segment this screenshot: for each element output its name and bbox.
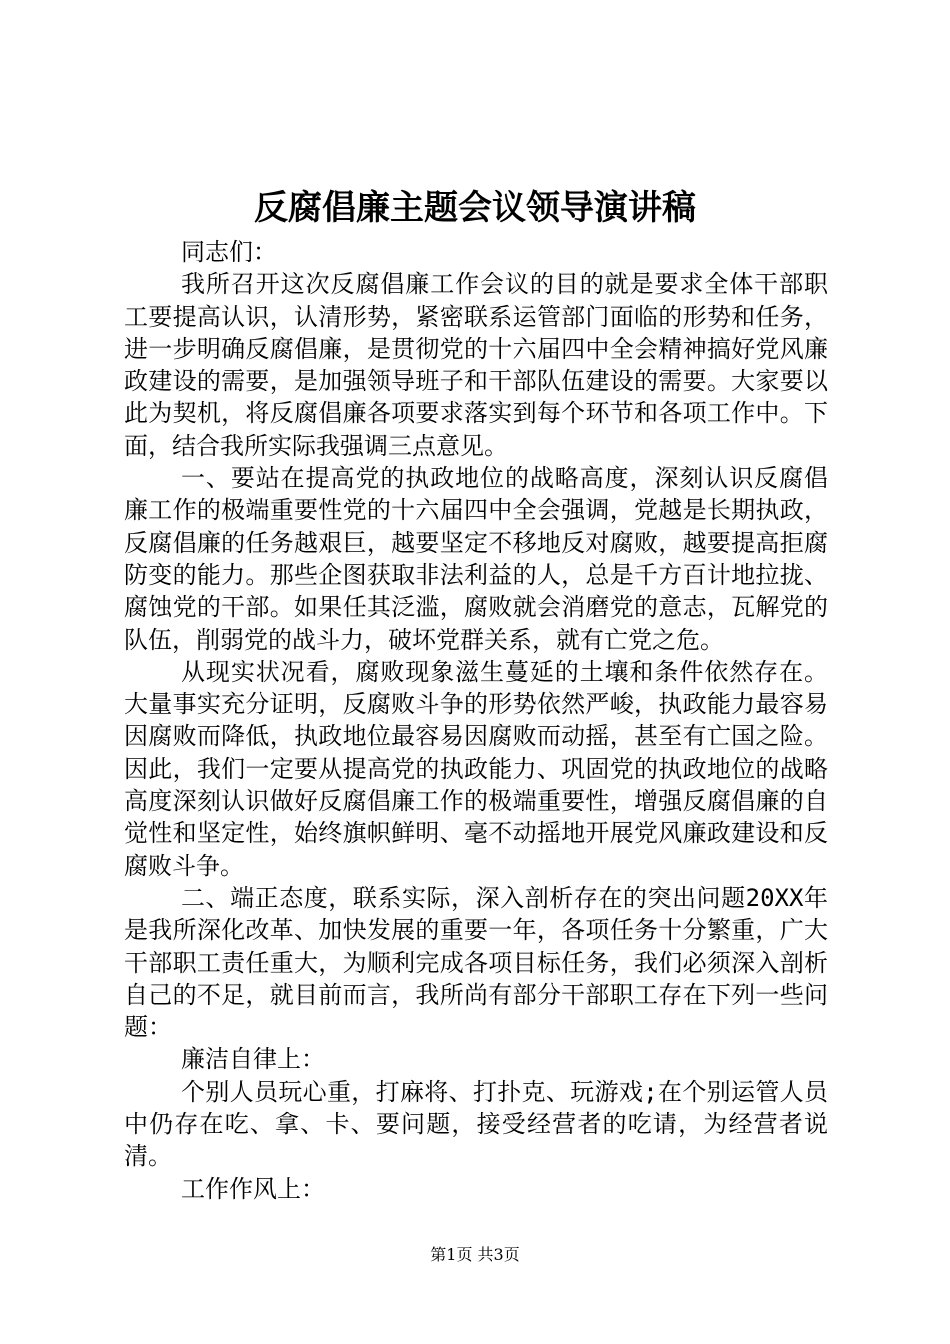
paragraph-integrity-detail: 个别人员玩心重，打麻将、打扑克、玩游戏;在个别运管人员中仍存在吃、拿、卡、要问题，接受经营者的吃请，为经营者说清。: [124, 1077, 828, 1171]
paragraph-salutation: 同志们：: [181, 238, 277, 266]
page-footer: 第1页 共3页: [430, 1245, 520, 1264]
paragraph-reality: 从现实状况看，腐败现象滋生蔓延的土壤和条件依然存在。大量事实充分证明，反腐败斗争的形势依然严峻，执政能力最容易因腐败而降低，执政地位最容易因腐败而动摇，甚至有亡国之险。因此，我们一定要从提高党的执政能力、巩固党的执政地位的战略高度深刻认识做好反腐倡廉工作的极端重要性，增强反腐倡廉的自觉性和坚定性，始终旗帜鲜明、毫不动摇地开展党风廉政建设和反腐败斗争。: [124, 657, 828, 880]
paragraph-intro: 我所召开这次反腐倡廉工作会议的目的就是要求全体干部职工要提高认识，认清形势，紧密联系运管部门面临的形势和任务，进一步明确反腐倡廉，是贯彻党的十六届四中全会精神搞好党风廉政建设的需要，是加强领导班子和干部队伍建设的需要。大家要以此为契机，将反腐倡廉各项要求落实到每个环节和各项工作中。下面，结合我所实际我强调三点意见。: [124, 270, 828, 460]
paragraph-point-one: 一、要站在提高党的执政地位的战略高度，深刻认识反腐倡廉工作的极端重要性党的十六届四中全会强调，党越是长期执政，反腐倡廉的任务越艰巨，越要坚定不移地反对腐败，越要提高拒腐防变的能力。那些企图获取非法利益的人，总是千方百计地拉拢、腐蚀党的干部。如果任其泛滥，腐败就会消磨党的意志，瓦解党的队伍，削弱党的战斗力，破坏党群关系，就有亡党之危。: [124, 464, 828, 654]
paragraph-integrity-heading: 廉洁自律上：: [181, 1045, 325, 1074]
paragraph-point-two: 二、端正态度，联系实际，深入剖析存在的突出问题20XX年是我所深化改革、加快发展的重要一年，各项任务十分繁重，广大干部职工责任重大，为顺利完成各项目标任务，我们必须深入剖析自己的不足，就目前而言，我所尚有部分干部职工存在下列一些问题：: [124, 883, 828, 1042]
document-title: 反腐倡廉主题会议领导演讲稿: [254, 188, 696, 228]
document-body: [124, 236, 828, 1205]
paragraph-work-style-heading: 工作作风上：: [181, 1174, 325, 1203]
